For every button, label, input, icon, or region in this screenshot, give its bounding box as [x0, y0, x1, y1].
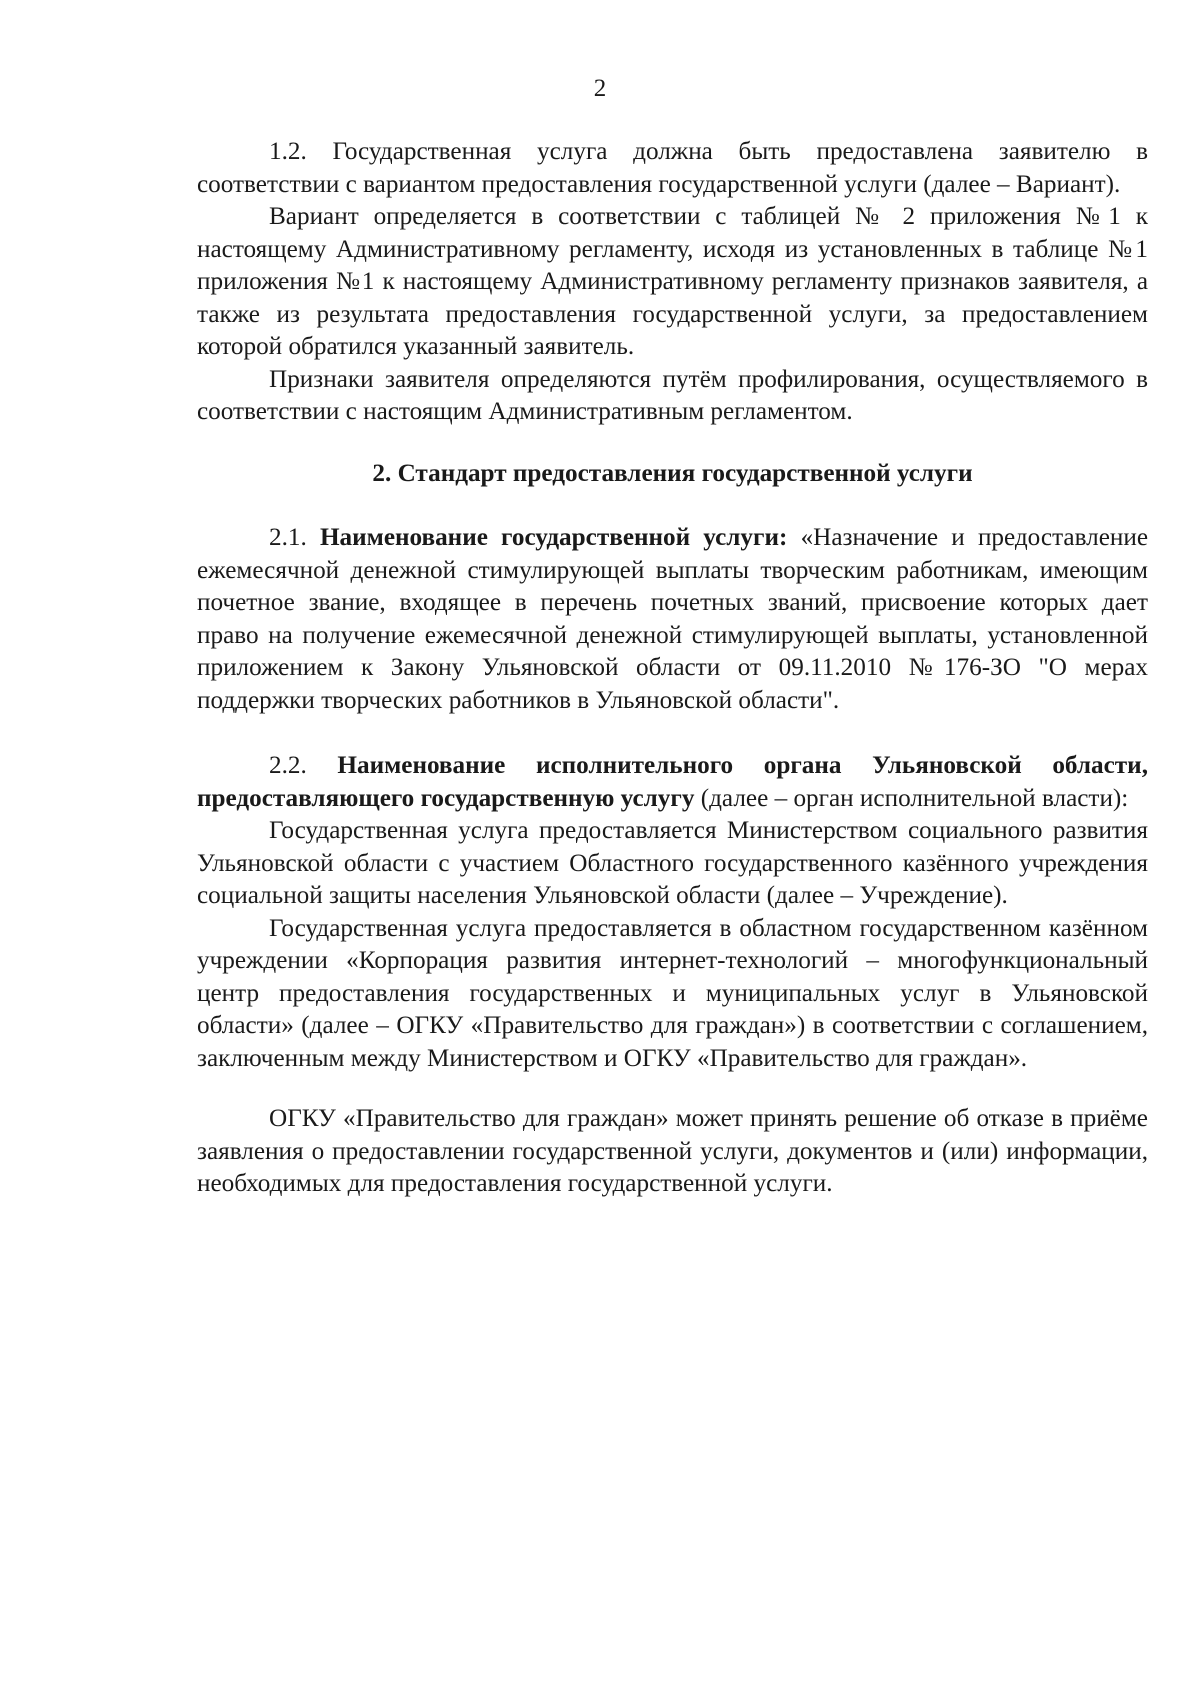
spacer [197, 717, 1148, 750]
paragraph-variant: Вариант определяется в соответствии с таблицей № 2 приложения №1 к настоящему Административному регламенту, исходя из установленных в таблице №1 приложения №1 к настоящему Административному регламенту признаков заявителя, а также из результата предоставления государственной услуги, за предоставлением которой обратился указанный заявитель. [197, 203, 1148, 360]
paragraph-2-1 [197, 522, 1148, 717]
section-2-heading: 2. Стандарт предоставления государственной услуги [372, 459, 973, 487]
spacer [197, 1075, 1148, 1103]
paragraph-2-1-number: 2.1. [269, 524, 307, 551]
paragraph-ogku: Государственная услуга предоставляется в областном государственном казённом учреждении «Корпорация развития интернет-технологий – многофункциональный центр предоставления государственных и муниципальных услуг в Ульяновской области» (далее – ОГКУ «Правительство для граждан») в соответствии с соглашением, заключенным между Министерством и ОГКУ «Правительство для граждан». [197, 914, 1148, 1072]
paragraph-2-2-bold: Наименование исполнительного органа Ульяновской области, предоставляющего государственную услугу [197, 752, 1148, 812]
paragraph-ministry: Государственная услуга предоставляется Министерством социального развития Ульяновской области с участием Областного государственного казённого учреждения социальной защиты населения Ульяновской области (далее – Учреждение). [197, 817, 1148, 909]
paragraph-signs: Признаки заявителя определяются путём профилирования, осуществляемого в соответствии с настоящим Административным регламентом. [197, 365, 1148, 425]
paragraph-2-2 [197, 750, 1148, 815]
paragraph-1-2: 1.2. Государственная услуга должна быть предоставлена заявителю в соответствии с вариантом предоставления государственной услуги (далее – Вариант). [197, 138, 1148, 198]
paragraph-2-1-text: «Назначение и предоставление ежемесячной денежной стимулирующей выплаты творческим работникам, имеющим почетное звание, входящее в перечень почетных званий, присвоение которых дает право на получение ежемесячной денежной стимулирующей выплаты, установленной приложением к Закону Ульяновской области от 09.11.2010 №176-ЗО "О мерах поддержки творческих работников в Ульяновской области". [197, 524, 1149, 714]
page-number: 2 [593, 75, 607, 102]
paragraph-2-1-bold: Наименование государственной услуги: [319, 524, 788, 551]
paragraph-2-2-text: (далее – орган исполнительной власти): [700, 784, 1129, 812]
paragraph-refusal: ОГКУ «Правительство для граждан» может принять решение об отказе в приёме заявления о предоставлении государственной услуги, документов и (или) информации, необходимых для предоставления государственной услуги. [197, 1105, 1148, 1197]
paragraph-2-2-number: 2.2. [269, 752, 307, 779]
document-body [197, 136, 1148, 1201]
